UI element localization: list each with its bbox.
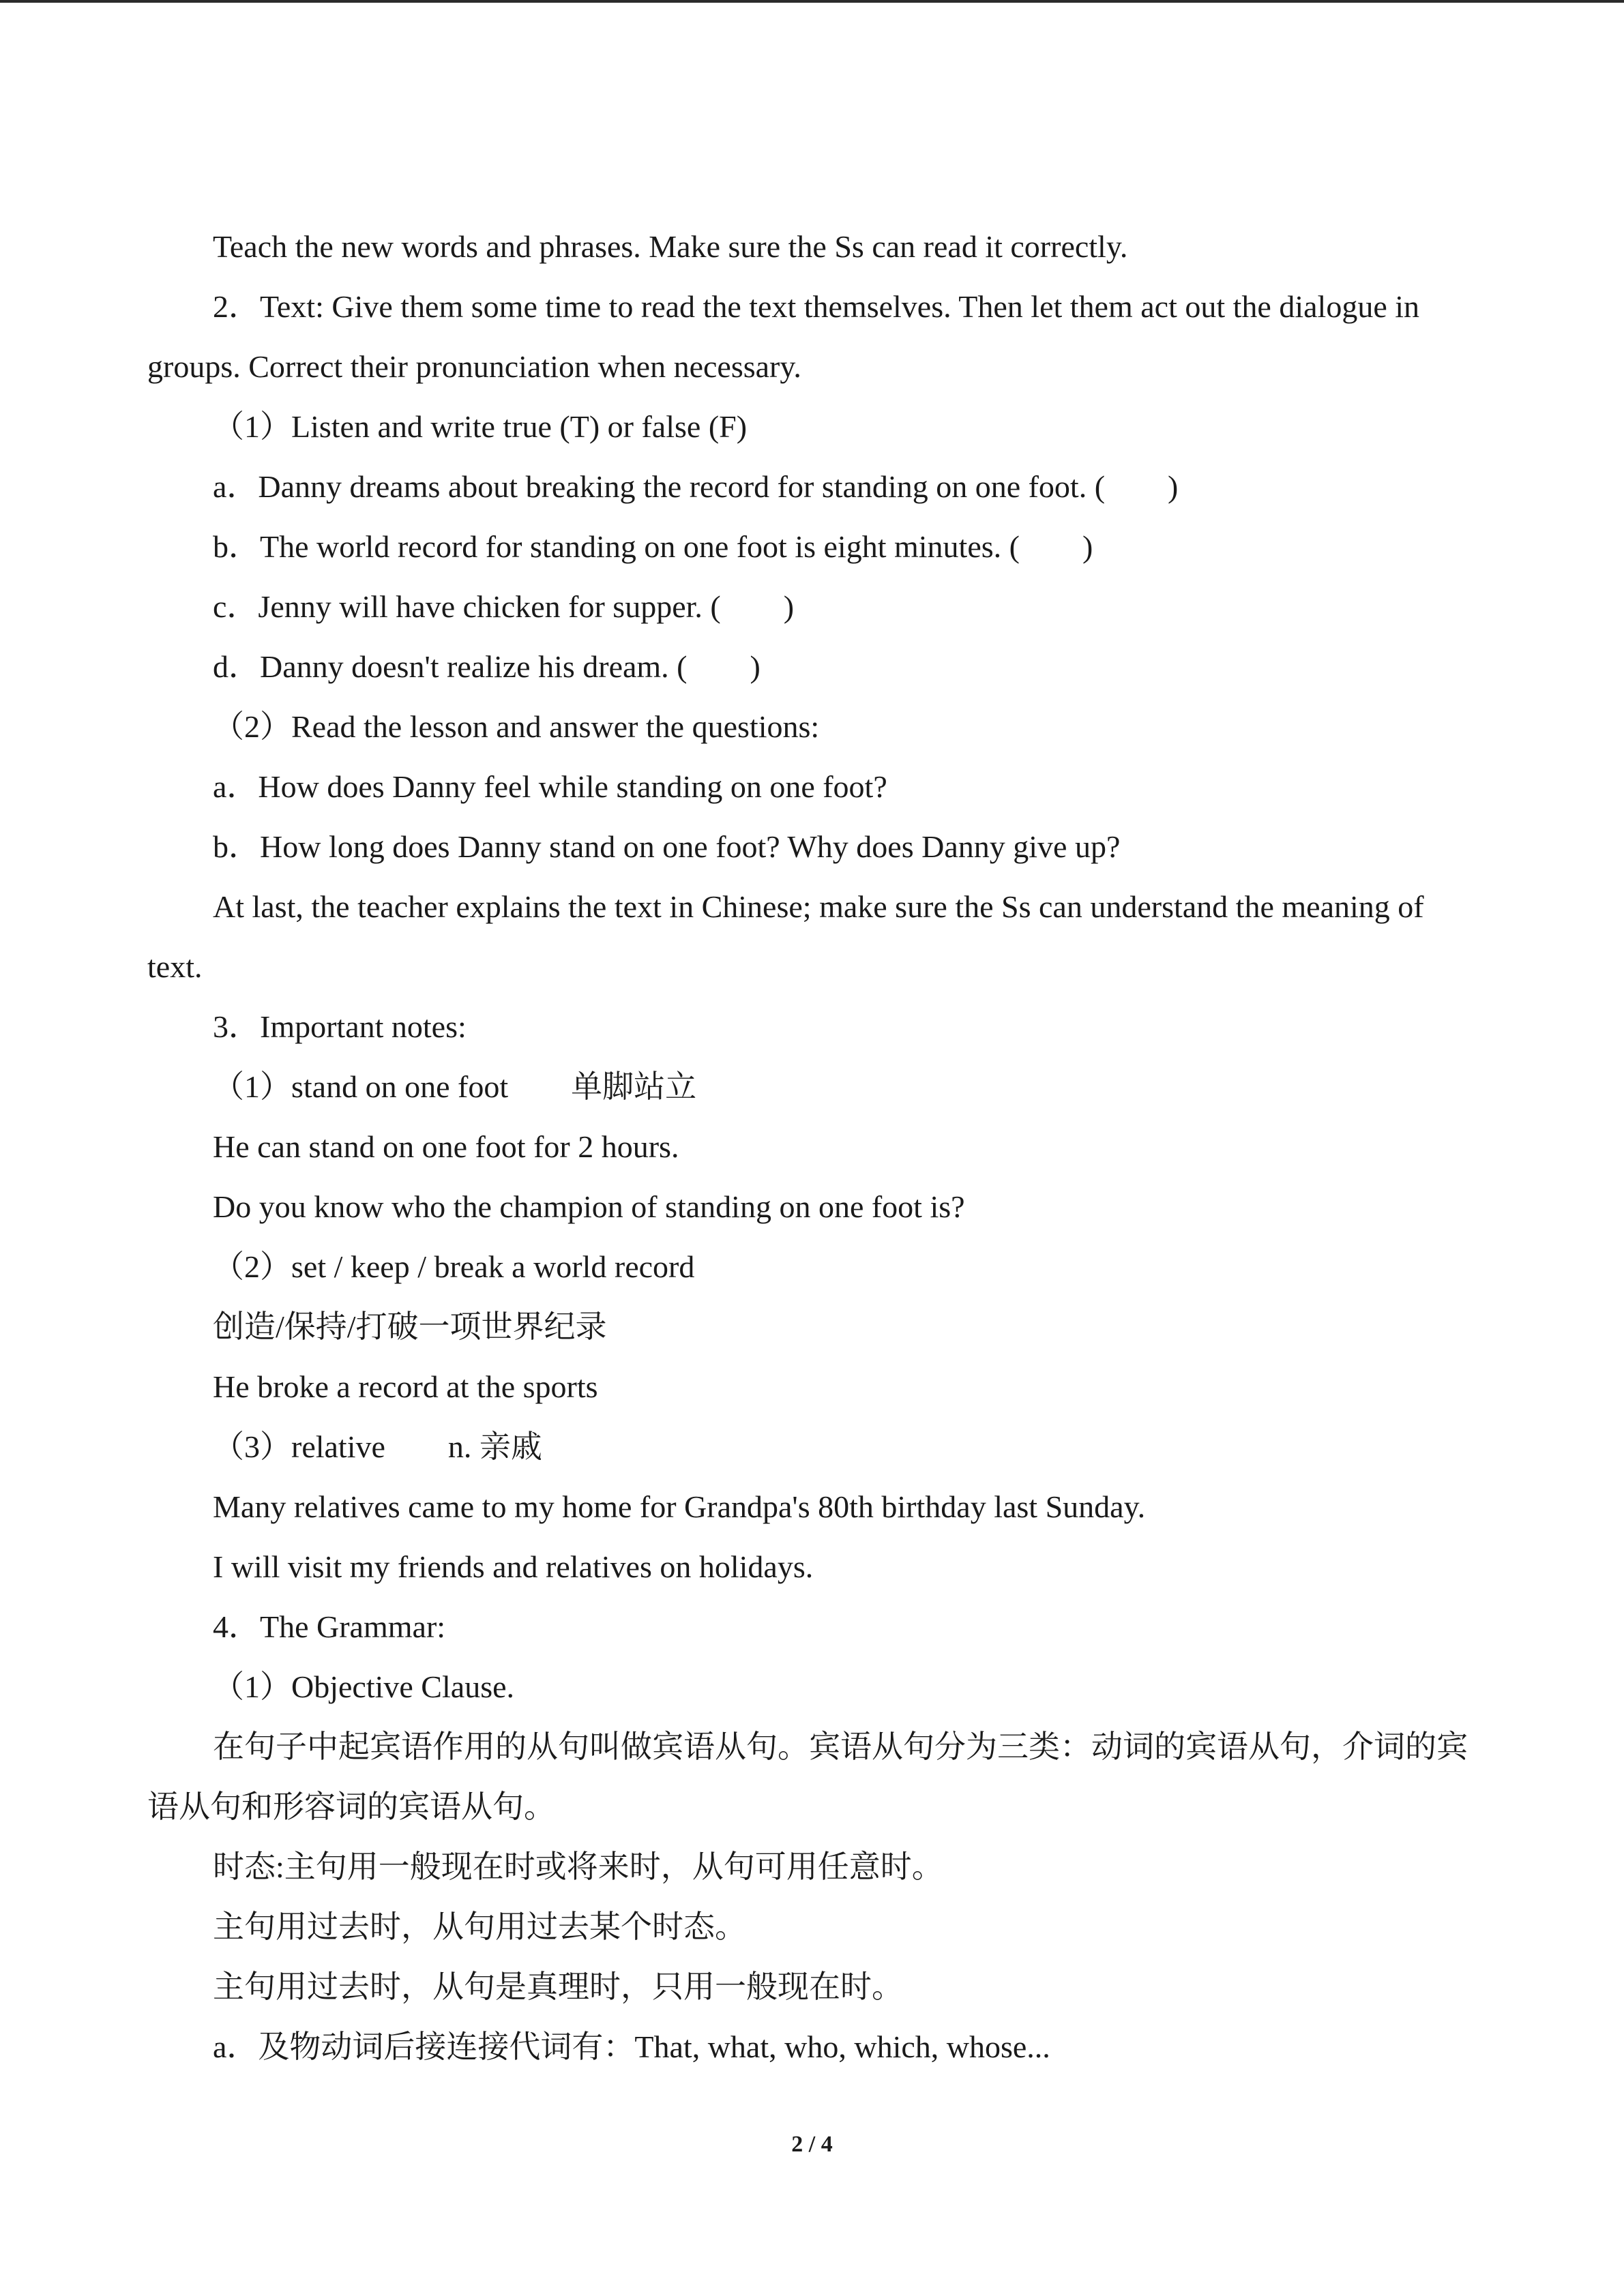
example-two-hours: He can stand on one foot for 2 hours. (213, 1129, 679, 1164)
example-visit-relatives: I will visit my friends and relatives on holidays. (213, 1549, 814, 1584)
note-world-record-chinese: 创造/保持/打破一项世界纪录 (213, 1309, 607, 1344)
page-number: 2 / 4 (791, 2132, 833, 2157)
paragraph-teach-words: Teach the new words and phrases. Make sure the Ss can read it correctly. (213, 229, 1128, 264)
grammar-objective-clause: （1）Objective Clause. (213, 1669, 515, 1704)
note-world-record: （2）set / keep / break a world record (213, 1249, 695, 1284)
heading-grammar: 4．The Grammar: (213, 1609, 446, 1644)
grammar-definition-chinese: 在句子中起宾语作用的从句叫做宾语从句。宾语从句分为三类：动词的宾语从句，介词的宾语从句和形容词的宾语从句。 (147, 1729, 1468, 1824)
question-a-record: a．Danny dreams about breaking the record for standing on one foot. ( ) (213, 469, 1179, 504)
question-d-dream: d．Danny doesn't realize his dream. ( ) (213, 649, 761, 684)
note-relative: （3）relative n. 亲戚 (213, 1429, 542, 1464)
example-champion: Do you know who the champion of standing on one foot is? (213, 1189, 965, 1224)
paragraph-text-section: 2．Text: Give them some time to read the text themselves. Then let them act out the dialogue in groups. Correct their pronunciation when necessary. (147, 289, 1428, 384)
question-c-supper: c．Jenny will have chicken for supper. ( ) (213, 589, 795, 624)
top-border-line (0, 0, 1624, 3)
grammar-connectives: a．及物动词后接连接代词有：That, what, who, which, whose... (213, 2029, 1050, 2064)
heading-important-notes: 3．Important notes: (213, 1009, 467, 1044)
paragraph-read-lesson: （2）Read the lesson and answer the questions: (213, 709, 820, 744)
paragraph-listen-true-false: （1）Listen and write true (T) or false (F) (213, 409, 748, 444)
grammar-tense-rule-2: 主句用过去时，从句用过去某个时态。 (213, 1909, 746, 1944)
grammar-tense-rule-1: 时态:主句用一般现在时或将来时，从句可用任意时。 (213, 1849, 943, 1884)
question-b-world-record: b．The world record for standing on one foot is eight minutes. ( ) (213, 529, 1093, 564)
example-relatives-birthday: Many relatives came to my home for Grandpa's 80th birthday last Sunday. (213, 1489, 1146, 1524)
question-a-feel: a．How does Danny feel while standing on one foot? (213, 769, 887, 804)
grammar-tense-rule-3: 主句用过去时，从句是真理时，只用一般现在时。 (213, 1969, 903, 2004)
document-body (147, 217, 1484, 2077)
question-b-how-long: b．How long does Danny stand on one foot? Why does Danny give up? (213, 829, 1121, 864)
note-stand-on-one-foot: （1）stand on one foot 单脚站立 (213, 1069, 697, 1104)
example-broke-record: He broke a record at the sports (213, 1369, 598, 1404)
paragraph-teacher-explains: At last, the teacher explains the text in Chinese; make sure the Ss can understand the meaning of text. (147, 889, 1432, 984)
